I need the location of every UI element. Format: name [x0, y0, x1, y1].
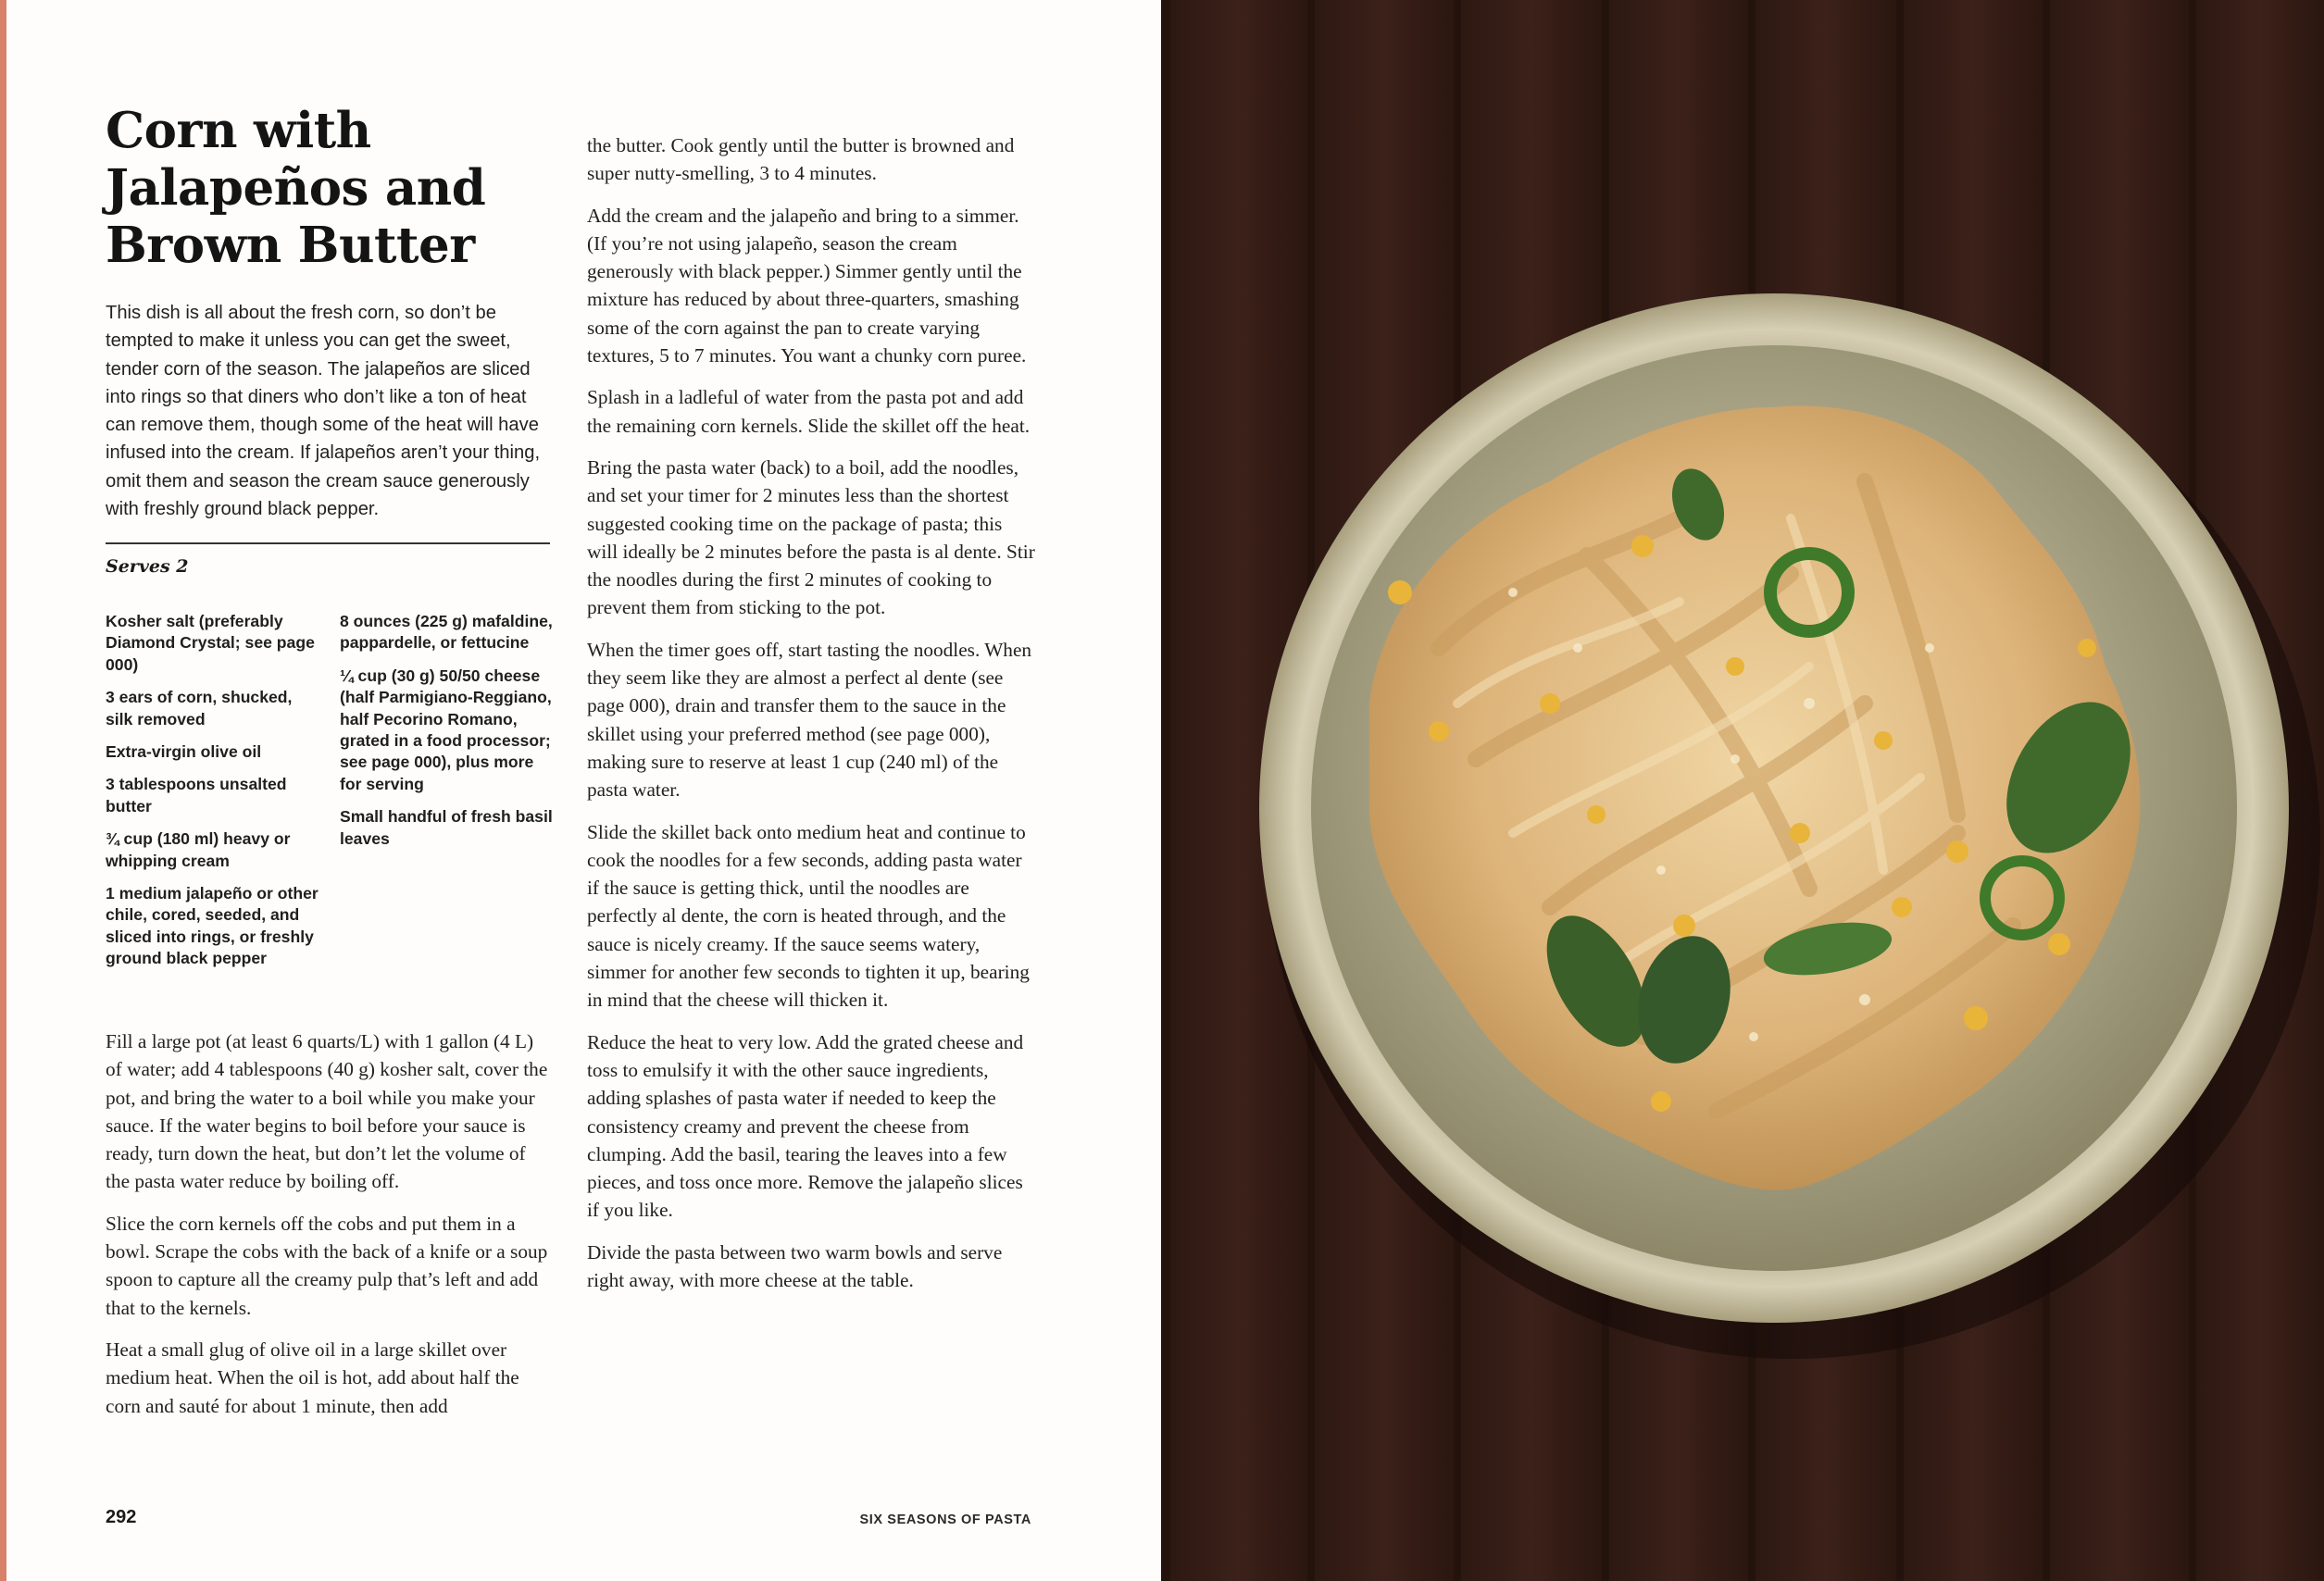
ingredients-column-1: [106, 611, 320, 981]
serves-label: Serves 2: [106, 556, 189, 577]
ingredient-item: 3 tablespoons unsalted butter: [106, 775, 287, 815]
recipe-title: Corn with Jalapeños and Brown Butter: [106, 102, 486, 274]
ingredient-item: 1 medium jalapeño or other chile, cored, seeded, and sliced into rings, or freshly ground black pepper: [106, 884, 319, 968]
method-step: the butter. Cook gently until the butter is browned and super nutty-smelling, 3 to 4 minutes.: [587, 134, 1015, 185]
method-left-column: [106, 1027, 554, 1434]
method-step: Slide the skillet back onto medium heat and continue to cook the noodles for a few seconds, adding pasta water if the sauce is getting thick, until the noodles are perfectly al dente, the corn is heated through, and the sauce is nicely creamy. If the sauce seems watery, simmer for another few seconds to tighten it up, bearing in mind that the cheese will thicken it.: [587, 820, 1030, 1012]
section-divider: [106, 542, 550, 544]
method-step: Heat a small glug of olive oil in a large skillet over medium heat. When the oil is hot, add about half the corn and sauté for about 1 minute, then add: [106, 1338, 519, 1417]
method-step: Reduce the heat to very low. Add the grated cheese and toss to emulsify it with the other sauce ingredients, adding splashes of pasta water if needed to keep the consistency creamy and prevent the cheese from clumping. Add the basil, tearing the leaves into a few pieces, and toss once more. Remove the jalapeño slices if you like.: [587, 1030, 1024, 1222]
method-step: Splash in a ladleful of water from the pasta pot and add the remaining corn kernels. Slide the skillet off the heat.: [587, 386, 1031, 437]
ingredient-item: ¾ cup (180 ml) heavy or whipping cream: [106, 829, 291, 870]
method-step: Add the cream and the jalapeño and bring to a simmer. (If you’re not using jalapeño, season the cream generously with black pepper.) Simmer gently until the mixture has reduced by about three-quarters, smashing some of the corn against the pan to create varying textures, 5 to 7 minutes. You want a chunky corn puree.: [587, 204, 1027, 367]
ingredient-item: ¼ cup (30 g) 50/50 cheese (half Parmigiano-Reggiano, half Pecorino Romano, grated in a food processor; see page 000), plus more for serving: [340, 666, 552, 793]
book-title-running-head: SIX SEASONS OF PASTA: [859, 1513, 1031, 1527]
method-step: Slice the corn kernels off the cobs and put them in a bowl. Scrape the cobs with the back of a knife or a soup spoon to capture all the creamy pulp that’s left and add that to the kernels.: [106, 1212, 548, 1319]
ingredient-item: Small handful of fresh basil leaves: [340, 807, 553, 848]
ingredient-item: Kosher salt (preferably Diamond Crystal; see page 000): [106, 612, 315, 674]
ingredient-item: 3 ears of corn, shucked, silk removed: [106, 688, 293, 728]
ingredient-item: Extra-virgin olive oil: [106, 742, 262, 762]
ingredient-item: 8 ounces (225 g) mafaldine, pappardelle, or fettucine: [340, 612, 553, 653]
method-step: When the timer goes off, start tasting the noodles. When they seem like they are almost a perfect al dente (see page 000), drain and transfer them to the sauce in the skillet using your preferred method (see page 000), making sure to reserve at least 1 cup (240 ml) of the pasta water.: [587, 638, 1032, 802]
pasta-bowl-photo: [1161, 0, 2324, 1581]
recipe-intro: This dish is all about the fresh corn, so don’t be tempted to make it unless you can get the sweet, tender corn of the season. The jalapeños are sliced into rings so that diners who don’t like a ton of heat can remove them, though some of the heat will have infused into the cream. If jalapeños aren’t your thing, omit them and season the cream sauce generously with freshly ground black pepper.: [106, 303, 541, 520]
photo-illustration: [1161, 0, 2324, 1581]
method-step: Bring the pasta water (back) to a boil, add the noodles, and set your timer for 2 minutes less than the shortest suggested cooking time on the package of pasta; this will ideally be 2 minutes before the pasta is al dente. Stir the noodles during the first 2 minutes of cooking to prevent them from sticking to the pot.: [587, 455, 1035, 619]
ingredients-column-2: [340, 611, 555, 861]
page-number: 292: [106, 1507, 137, 1527]
method-right-column: [587, 131, 1037, 1308]
book-spine-edge: [0, 0, 6, 1581]
method-step: Fill a large pot (at least 6 quarts/L) with 1 gallon (4 L) of water; add 4 tablespoons (40 g) kosher salt, cover the pot, and bring the water to a boil while you make your sauce. If the water begins to boil before your sauce is ready, turn down the heat, but don’t let the volume of the pasta water reduce by boiling off.: [106, 1030, 548, 1193]
method-step: Divide the pasta between two warm bowls and serve right away, with more cheese at the table.: [587, 1240, 1003, 1291]
